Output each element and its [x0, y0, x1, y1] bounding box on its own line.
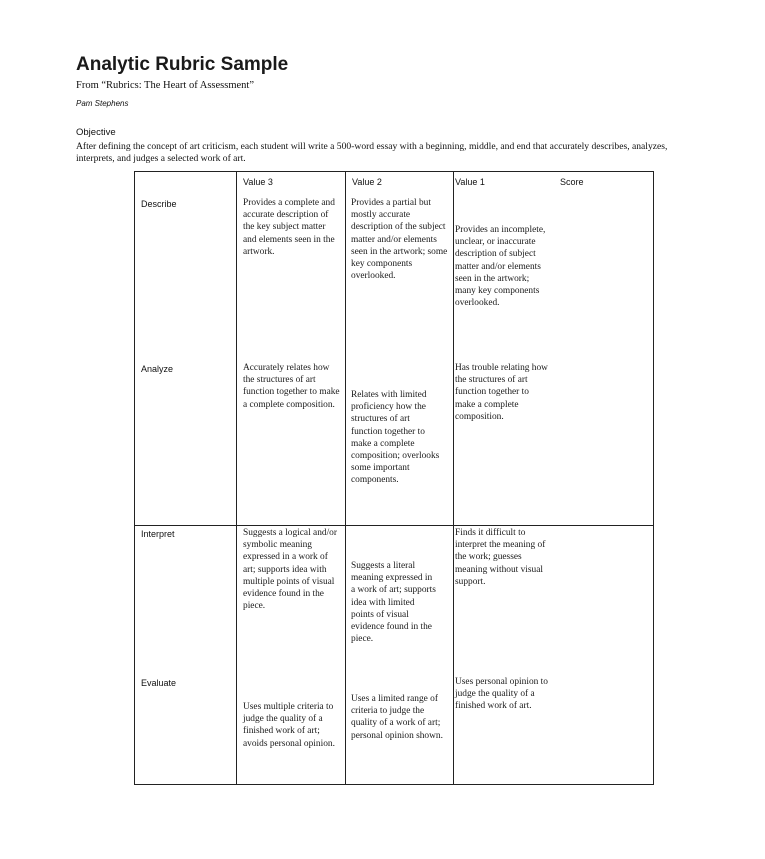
- header-value-3: Value 3: [243, 177, 273, 187]
- criterion-describe: Describe: [141, 199, 177, 209]
- describe-value-1: Provides an incomplete, unclear, or inaccurate description of subject matter and/or elements seen in the artwork; many key components overlooked.: [455, 225, 546, 309]
- header-score: Score: [560, 177, 584, 187]
- header-value-2: Value 2: [352, 177, 382, 187]
- criterion-interpret: Interpret: [141, 529, 175, 539]
- analyze-value-2: Relates with limited proficiency how the structures of art function together to make a complete composition; overlooks some important components.: [351, 390, 440, 486]
- interpret-value-2: Suggests a literal meaning expressed in a work of art; supports idea with limited points of visual evidence found in the piece.: [351, 561, 436, 645]
- objective-text: After defining the concept of art criticism, each student will write a 500-word essay with a beginning, middle, and end that accurately describes, analyzes, interprets, and judges a selected work of art.: [76, 141, 668, 164]
- criterion-evaluate: Evaluate: [141, 678, 177, 688]
- criterion-analyze: Analyze: [141, 364, 174, 374]
- source-citation: From “Rubrics: The Heart of Assessment”: [76, 80, 254, 91]
- evaluate-value-2: Uses a limited range of criteria to judge the quality of a work of art; personal opinion shown.: [351, 694, 443, 741]
- author-name: Pam Stephens: [76, 99, 129, 108]
- describe-value-3: Provides a complete and accurate description of the key subject matter and elements seen in the artwork.: [243, 198, 335, 257]
- row-divider: [135, 525, 653, 526]
- interpret-value-1: Finds it difficult to interpret the meaning of the work; guesses meaning without visual support.: [455, 528, 546, 587]
- objective-heading: Objective: [76, 127, 116, 138]
- evaluate-value-3: Uses multiple criteria to judge the quality of a finished work of art; avoids personal opinion.: [243, 702, 335, 749]
- column-divider: [345, 172, 346, 784]
- header-value-1: Value 1: [455, 177, 485, 187]
- evaluate-value-1: Uses personal opinion to judge the quality of a finished work of art.: [455, 677, 548, 712]
- analyze-value-3: Accurately relates how the structures of art function together to make a complete composition.: [243, 363, 340, 410]
- document-title: Analytic Rubric Sample: [76, 54, 289, 75]
- interpret-value-3: Suggests a logical and/or symbolic meaning expressed in a work of art; supports idea with multiple points of visual evidence found in the piece.: [243, 528, 337, 612]
- rubric-table: [134, 171, 654, 785]
- analyze-value-1: Has trouble relating how the structures of art function together to make a complete composition.: [455, 363, 548, 422]
- column-divider: [236, 172, 237, 784]
- column-divider: [453, 172, 454, 784]
- describe-value-2: Provides a partial but mostly accurate description of the subject matter and/or elements seen in the artwork; some key components overlooked.: [351, 198, 448, 282]
